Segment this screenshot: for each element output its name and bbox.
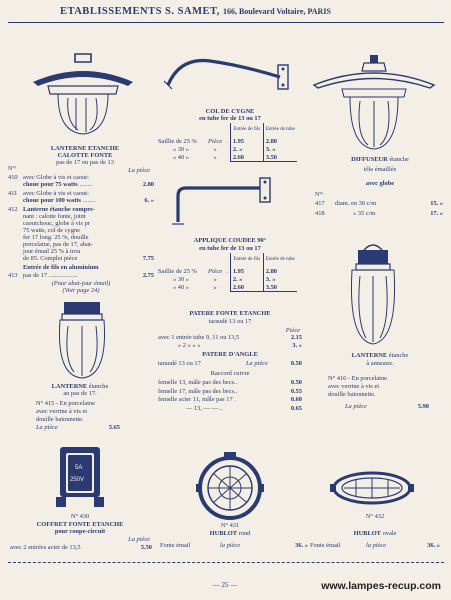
lanterne-anneaux-title: LANTERNE — [351, 352, 388, 359]
item-text: Entrée de fils en aluminium — [23, 264, 99, 271]
col-de-cygne-subtitle: en tube fer de 13 ou 17 — [199, 115, 261, 122]
lanterne-anneaux-sub: à anneaux. — [366, 360, 394, 367]
item-text: » 2 » » » — [178, 342, 201, 349]
coffret-label-250v: 250V — [70, 477, 85, 483]
list-item — [158, 379, 302, 388]
cell-value: 1.95 — [230, 267, 263, 275]
row-label: » 40 » — [173, 283, 189, 291]
table-row: Saillie de 25 % Pièce . 1.95 2.80 — [156, 267, 297, 275]
table-row — [156, 153, 297, 162]
page-number: — 25 — — [212, 581, 238, 589]
price-column-label: La pièce — [128, 167, 150, 174]
col-de-cygne-table — [156, 123, 297, 162]
row-unit: Pièce — [208, 137, 223, 145]
diffuseur-sub2: avec globe — [365, 180, 395, 187]
no-label: N°ˢ — [8, 166, 17, 172]
item-price: 7.75 — [142, 255, 154, 262]
note-line: (Voir page 24) — [62, 287, 100, 295]
item-text: Fonte émail — [160, 542, 191, 549]
item-text: » 35 c/m — [353, 210, 376, 217]
lanterne-17-desc: avec verrine à vis et — [36, 408, 88, 415]
item-text: taraudé 13 ou 17 — [158, 360, 201, 367]
note-line: (Pour abat-jour émail) — [51, 280, 111, 287]
item-text: jour émail 25 % à trou — [23, 248, 81, 255]
hublot-rond-title-rest: rond — [238, 530, 251, 537]
coffret-line: avec 2 entrées acier de 13,5 — [10, 544, 81, 551]
row-label: » 30 » — [173, 275, 189, 283]
lanterne-17-desc: N° 415 - En porcelaine — [36, 400, 95, 407]
table-row — [156, 275, 297, 283]
company-name: ETABLISSEMENTS S. SAMET, — [60, 6, 220, 17]
coffret-label-5a: 5A — [75, 465, 83, 471]
list-item — [158, 334, 302, 342]
lanterne-anneaux-desc: douille baïonnette. — [328, 391, 376, 398]
item-price: 6. » — [144, 197, 154, 204]
cell-value: 2.60 — [230, 153, 263, 162]
item-text: porcelaine, pas de 17, abat- — [23, 241, 93, 248]
row-label: Saillie de 25 % — [158, 137, 197, 145]
header-rule — [8, 22, 444, 23]
hublot-rond-number: N° 431 — [220, 522, 240, 529]
col-de-cygne-title: COL DE CYGNE — [205, 108, 255, 115]
coffret-number: N° 430 — [70, 513, 90, 520]
item-text: choue pour 75 watts — [23, 181, 78, 188]
price-label: La pièce — [128, 536, 150, 543]
col-de-cygne-illustration — [160, 55, 300, 103]
item-price: 15. » — [430, 200, 443, 207]
patere-angle-line — [158, 360, 302, 368]
column-header: Entrée de tube — [263, 123, 296, 137]
cell-value: 2.80 — [263, 267, 296, 275]
row-label: » 40 » — [173, 153, 189, 161]
item-text: avec 1 entrée tube 9, 11 ou 13,5 — [158, 334, 240, 341]
row-unit: Pièce — [208, 267, 223, 275]
diffuseur-illustration — [312, 55, 437, 155]
item-text: femelle 17, mâle pas des becs.. — [158, 387, 238, 395]
item-number: 417 — [315, 200, 325, 207]
cell-value: 3.50 — [263, 153, 296, 162]
applique-title: APPLIQUE COUDEE 90° — [193, 237, 267, 244]
item-text: avec Globe à vis et caout- — [23, 174, 90, 181]
row-label: » 30 » — [173, 145, 189, 153]
row-unit: » — [213, 145, 217, 153]
list-item — [315, 200, 443, 210]
item-number: 410 — [8, 174, 18, 181]
patere-angle-list — [158, 379, 302, 413]
lanterne-calotte-title1: LANTERNE ETANCHE — [50, 145, 120, 152]
lanterne-17-sub: au pas de 17. — [63, 390, 97, 397]
leader-dots: .................. — [48, 272, 78, 279]
lanterne-anneaux-illustration — [338, 240, 408, 350]
row-unit: » — [213, 153, 217, 161]
hublot-rond-illustration — [190, 450, 270, 522]
list-item — [315, 210, 443, 220]
list-item — [8, 206, 154, 264]
item-number: 418 — [315, 210, 325, 217]
item-price: 36. » — [295, 542, 308, 549]
column-header: Entrée de fils — [230, 253, 263, 267]
lanterne-17-price: 5.65 — [108, 424, 120, 431]
table-header-row — [156, 253, 297, 267]
lanterne-17-illustration — [52, 300, 112, 380]
item-price: 0.65 — [290, 404, 302, 412]
leader-dots: ........ — [79, 181, 93, 188]
column-header: Entrée de fils — [230, 123, 263, 137]
table-header-row — [156, 123, 297, 137]
item-text: pas de 17 — [23, 272, 48, 279]
hublot-rond-title: HUBLOT — [209, 530, 238, 537]
cell-value: 1.95 — [230, 137, 263, 145]
item-text: nant : calotte fonte, joint — [23, 213, 86, 220]
list-item — [158, 396, 302, 405]
lanterne-anneaux-title-rest: étanche — [388, 352, 409, 359]
item-text: 75 watts, col de cygne — [23, 227, 80, 234]
diffuseur-sub1: tôle émaillée — [363, 166, 397, 173]
hublot-rond-line — [160, 542, 308, 550]
item-text: de 85. Complet pièce — [23, 255, 78, 262]
list-item — [158, 388, 302, 397]
list-item — [8, 272, 154, 280]
table-row: Saillie de 25 % Pièce . 1.95 2.80 — [156, 137, 297, 145]
price-label: La pièce — [36, 424, 58, 431]
diffuseur-title: DIFFUSEUR — [351, 156, 388, 163]
lanterne-calotte-illustration — [28, 52, 138, 142]
applique-coudee-illustration — [170, 176, 280, 230]
diffuseur-list — [315, 200, 443, 220]
column-header: Entrée de tube — [263, 253, 296, 267]
row-unit: » — [213, 275, 217, 283]
lanterne-calotte-title2: CALOTTE FONTE — [57, 152, 113, 159]
item-text: femelle acier 11, mâle pas 17 . — [158, 396, 236, 403]
footer-rule — [8, 562, 444, 563]
item-text: choue pour 100 watts — [23, 197, 81, 204]
item-text: caoutchouc, globe à vis pr — [23, 220, 90, 227]
item-price: 2.75 — [142, 272, 154, 279]
price-label: La pièce — [345, 403, 367, 410]
item-price: 0.50 — [290, 379, 302, 386]
item-price: 0.60 — [290, 396, 302, 403]
lanterne-17-desc: douille baïonnette. — [36, 416, 84, 423]
lanterne-anneaux-desc: avec verrine à vis et — [328, 383, 380, 390]
item-price: 0.55 — [290, 387, 302, 395]
item-unit: la pièce — [366, 542, 387, 549]
item-number: 412 — [8, 206, 18, 213]
item-price: 17. » — [430, 210, 443, 217]
hublot-ovale-title-rest: ovale — [382, 530, 397, 537]
lanterne-calotte-list — [8, 174, 154, 295]
item-text: Fonte émail — [310, 542, 341, 549]
item-price: 0.50 — [290, 360, 302, 367]
cell-value: 2. » — [230, 275, 263, 283]
lanterne-anneaux-desc: N° 416 - En porcelaine — [328, 375, 387, 382]
hublot-ovale-title: HUBLOT — [353, 530, 381, 537]
cell-value: 3. » — [263, 275, 296, 283]
lanterne-calotte-title3: pas de 17 ou pas de 13 — [56, 159, 114, 166]
hublot-ovale-number: N° 432 — [365, 513, 385, 520]
list-item — [158, 405, 302, 414]
item-text: avec Globe à vis et caout- — [23, 190, 90, 197]
item-price: 2.15 — [290, 334, 302, 341]
list-item — [8, 264, 154, 272]
diffuseur-title-rest: étanche — [389, 156, 409, 163]
table-row — [156, 145, 297, 153]
leader-dots: ........ — [82, 197, 96, 204]
cell-value: 2.80 — [263, 137, 296, 145]
item-price: 3. » — [292, 342, 302, 349]
coffret-title: COFFRET FONTE ETANCHE — [36, 521, 124, 528]
lanterne-anneaux-price: 5.90 — [417, 403, 429, 410]
cell-value: 3. » — [263, 145, 296, 153]
watermark: www.lampes-recup.com — [321, 580, 441, 592]
item-price: 36. » — [427, 542, 440, 549]
patere-fonte-title: PATERE FONTE ETANCHE — [189, 310, 271, 317]
row-label: Saillie de 25 % — [158, 267, 197, 275]
item-text: — 13, — — .. — [186, 404, 223, 412]
hublot-ovale-line — [310, 542, 440, 550]
page-header — [60, 6, 440, 17]
item-text: femelle 13, mâle pas des becs.. — [158, 379, 238, 386]
lanterne-17-title: LANTERNE — [51, 383, 88, 390]
company-address: 166, Boulevard Voltaire, PARIS — [222, 7, 331, 16]
patere-fonte-list — [158, 334, 302, 350]
item-unit: La pièce — [246, 360, 268, 367]
item-unit: la pièce — [220, 542, 241, 549]
patere-angle-title: PATERE D'ANGLE — [202, 351, 258, 358]
table-row — [156, 283, 297, 292]
row-unit: » — [213, 283, 217, 291]
list-item — [8, 174, 154, 190]
hublot-ovale-illustration — [330, 468, 414, 508]
coffret-price: 5.50 — [140, 544, 152, 551]
no-label: N°ˢ — [315, 192, 324, 198]
cell-value: 2.60 — [230, 283, 263, 292]
cell-value: 3.50 — [263, 283, 296, 292]
list-item — [158, 342, 302, 350]
item-number: 411 — [8, 190, 18, 197]
applique-table — [156, 253, 297, 292]
item-text: diam. en 30 c/m — [335, 200, 377, 207]
patere-fonte-subtitle: taraudé 13 ou 17 — [208, 318, 252, 325]
lanterne-17-title-rest: étanche — [88, 383, 109, 390]
item-text: Lanterne étanche compre- — [23, 206, 95, 213]
cell-value: 2. » — [230, 145, 263, 153]
item-number: 413 — [8, 272, 18, 279]
applique-subtitle: en tube fer de 13 ou 17 — [199, 245, 261, 252]
price-column-label: Pièce — [285, 327, 300, 334]
list-item — [8, 190, 154, 206]
coffret-illustration — [54, 445, 106, 509]
coffret-sub: pour coupe-circuit — [54, 528, 106, 535]
item-text: fer 17 long. 25 %, douille — [23, 234, 89, 241]
patere-angle-subtitle: Raccord cuivre — [210, 370, 250, 377]
item-price: 2.80 — [142, 181, 154, 188]
